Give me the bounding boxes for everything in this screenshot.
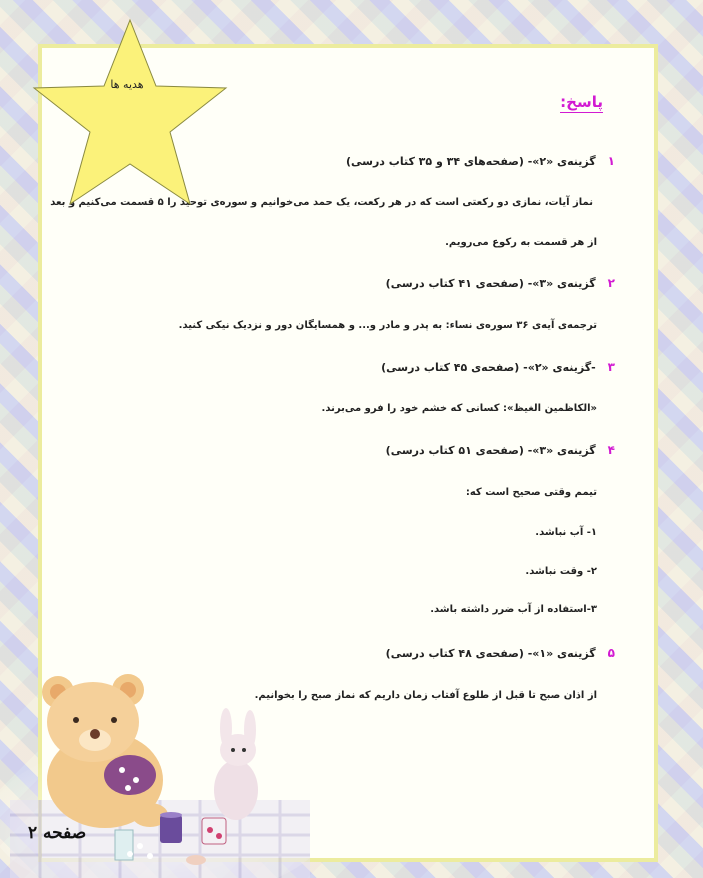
teddy-bear-illustration — [0, 650, 320, 878]
answer-1-title — [346, 154, 615, 168]
answer-2-number: ۲ — [607, 276, 615, 290]
answer-4-line-4: ۳-استفاده از آب ضرر داشته باشد. — [430, 604, 597, 615]
answer-1-line-2: از هر قسمت به رکوع می‌رویم. — [445, 237, 597, 248]
answer-3-title — [381, 360, 615, 374]
answer-1-title-text: گزینه‌ی «۲»- (صفحه‌های ۳۴ و ۳۵ کتاب درسی) — [345, 155, 596, 168]
answer-4-line-1: تیمم وقتی صحیح است که: — [465, 487, 597, 498]
answer-2-title-text: گزینه‌ی «۳»- (صفحه‌ی ۴۱ کتاب درسی) — [385, 277, 596, 290]
answer-5-line-1: از اذان صبح تا قبل از طلوع آفتاب زمان داریم که نماز صبح را بخوانیم. — [254, 690, 597, 701]
answer-1-line-1: نماز آیات، نمازی دو رکعتی است که در هر رکعت، یک حمد می‌خوانیم و سوره‌ی توحید را ۵ قسمت می‌کنیم و بعد — [50, 197, 593, 208]
answer-3-title-text: -گزینه‌ی «۲»- (صفحه‌ی ۴۵ کتاب درسی) — [381, 361, 596, 374]
answer-2-title — [386, 276, 615, 290]
star-badge-shape — [26, 14, 234, 212]
answer-2-line-1: ترجمه‌ی آیه‌ی ۳۶ سوره‌ی نساء: به پدر و مادر و... و همسایگان دور و نزدیک نیکی کنید. — [178, 320, 597, 331]
answer-1-number: ۱ — [607, 154, 615, 168]
answer-5-number: ۵ — [607, 646, 615, 660]
page-number-footer: صفحه ۲ — [28, 823, 87, 843]
page-heading: پاسخ: — [560, 93, 603, 111]
answer-3-line-1: «الکاظمین الغیظ»: کسانی که خشم خود را فرو می‌برند. — [321, 403, 597, 414]
answer-5-title-text: گزینه‌ی «۱»- (صفحه‌ی ۴۸ کتاب درسی) — [385, 647, 596, 660]
answer-4-number: ۴ — [607, 443, 615, 457]
answer-5-title — [386, 646, 615, 660]
answer-4-line-2: ۱- آب نباشد. — [535, 527, 597, 538]
answer-3-number: ۳ — [607, 360, 615, 374]
answer-4-line-3: ۲- وقت نباشد. — [525, 566, 597, 577]
answer-4-title-text: گزینه‌ی «۳»- (صفحه‌ی ۵۱ کتاب درسی) — [385, 444, 596, 457]
answer-4-title — [386, 443, 615, 457]
badge-label: هدیه ها — [110, 78, 144, 91]
